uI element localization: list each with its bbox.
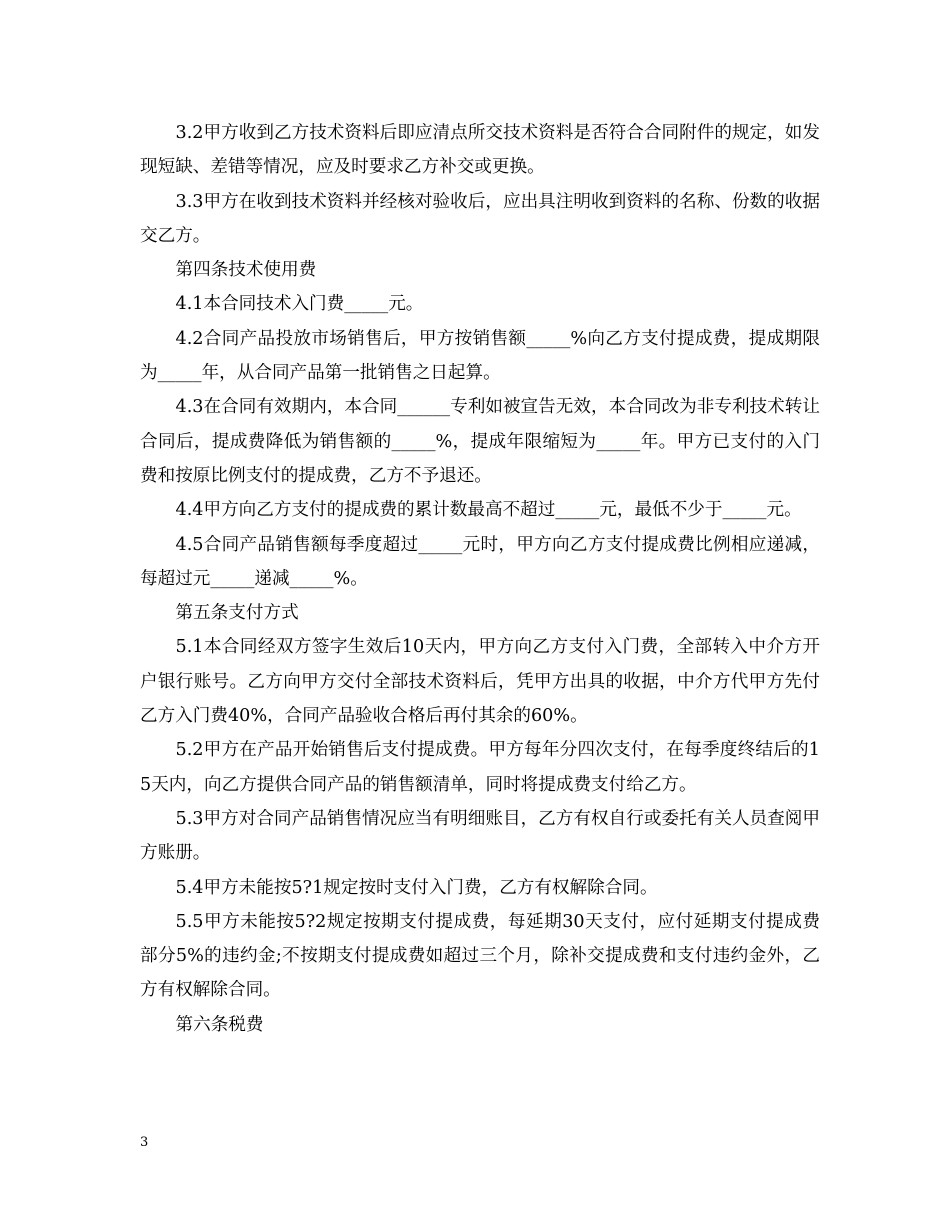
section-heading-5: 第五条支付方式 [175, 603, 299, 624]
clause-5-3: 5.3甲方对合同产品销售情况应当有明细账目，乙方有权自行或委托有关人员查阅甲方账册。 [140, 808, 820, 864]
clause-4-3: 4.3在合同有效期内，本合同______专利如被宣告无效，本合同改为非专利技术转让合同后，提成费降低为销售额的_____%，提成年限缩短为_____年。甲方已支付的入门费和按原比例支付的提成费，乙方不予退还。 [140, 397, 820, 486]
clause-5-1: 5.1本合同经双方签字生效后10天内，甲方向乙方支付入门费，全部转入中介方开户银行账号。乙方向甲方交付全部技术资料后，凭甲方出具的收据，中介方代甲方先付乙方入门费40%，合同产品验收合格后再付其余的60%。 [140, 637, 820, 727]
section-heading-6: 第六条税费 [175, 1014, 264, 1035]
clause-5-4: 5.4甲方未能按5?1规定按时支付入门费，乙方有权解除合同。 [175, 877, 658, 898]
clause-4-4: 4.4甲方向乙方支付的提成费的累计数最高不超过_____元，最低不少于_____元。 [175, 500, 802, 521]
clause-3-2: 3.2甲方收到乙方技术资料后即应清点所交技术资料是否符合合同附件的规定，如发现短缺、差错等情况，应及时要求乙方补交或更换。 [140, 123, 820, 178]
page-number: 3 [140, 1135, 149, 1150]
clause-3-3: 3.3甲方在收到技术资料并经核对验收后，应出具注明收到资料的名称、份数的收据交乙方。 [140, 191, 820, 246]
clause-5-2: 5.2甲方在产品开始销售后支付提成费。甲方每年分四次支付，在每季度终结后的15天内，向乙方提供合同产品的销售额清单，同时将提成费支付给乙方。 [140, 740, 820, 795]
clause-4-5: 4.5合同产品销售额每季度超过_____元时，甲方向乙方支付提成费比例相应递减，每超过元_____递减_____%。 [140, 534, 820, 589]
section-heading-4: 第四条技术使用费 [175, 260, 317, 281]
clause-4-2: 4.2合同产品投放市场销售后，甲方按销售额_____%向乙方支付提成费，提成期限为_____年，从合同产品第一批销售之日起算。 [140, 328, 820, 384]
clause-4-1: 4.1本合同技术入门费_____元。 [175, 294, 424, 315]
document-body [140, 116, 820, 1042]
clause-5-5: 5.5甲方未能按5?2规定按期支付提成费，每延期30天支付，应付延期支付提成费部分5%的违约金;不按期支付提成费如超过三个月，除补交提成费和支付违约金外，乙方有权解除合同。 [140, 911, 820, 1001]
